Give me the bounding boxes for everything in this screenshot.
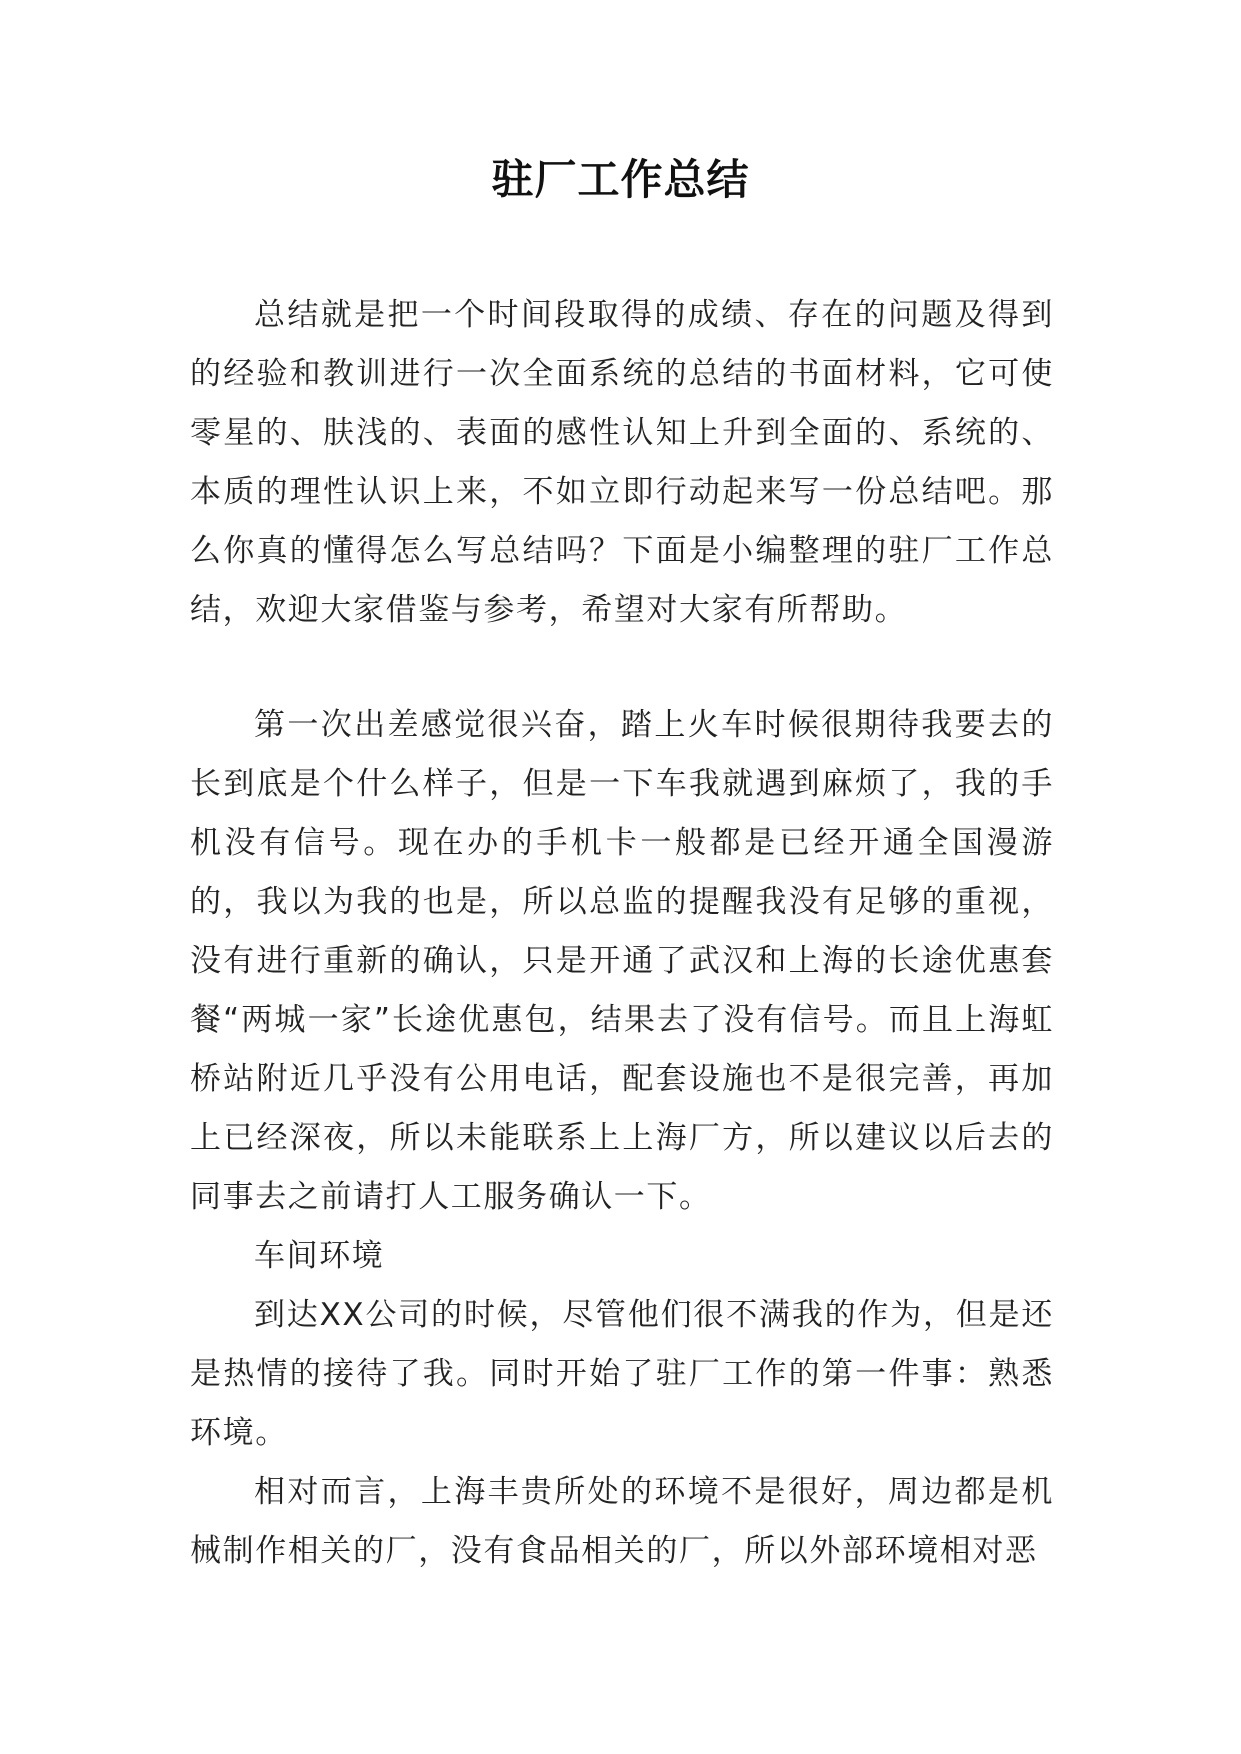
- section-heading-workshop-environment: 车间环境: [254, 1238, 385, 1274]
- paragraph-intro: 总结就是把一个时间段取得的成绩、存在的问题及得到的经验和教训进行一次全面系统的总结的书面材料，它可使零星的、肤浅的、表面的感性认知上升到全面的、系统的、本质的理性认识上来，不如立即行动起来写一份总结吧。那么你真的懂得怎么写总结吗？下面是小编整理的驻厂工作总结，欢迎大家借鉴与参考，希望对大家有所帮助。: [190, 297, 1054, 628]
- paragraph-business-trip: 第一次出差感觉很兴奋，踏上火车时候很期待我要去的长到底是个什么样子，但是一下车我就遇到麻烦了，我的手机没有信号。现在办的手机卡一般都是已经开通全国漫游的，我以为我的也是，所以总监的提醒我没有足够的重视，没有进行重新的确认，只是开通了武汉和上海的长途优惠套餐“两城一家”长途优惠包，结果去了没有信号。而且上海虹桥站附近几乎没有公用电话，配套设施也不是很完善，再加上已经深夜，所以未能联系上上海厂方，所以建议以后去的同事去之前请打人工服务确认一下。: [190, 707, 1054, 1215]
- document-body: [190, 286, 1054, 1581]
- paragraph-arrival: 到达XX公司的时候，尽管他们很不满我的作为，但是还是热情的接待了我。同时开始了驻厂工作的第一件事：熟悉环境。: [190, 1297, 1054, 1451]
- document-title: 驻厂工作总结: [491, 155, 750, 204]
- paragraph-surroundings: 相对而言，上海丰贵所处的环境不是很好，周边都是机械制作相关的厂，没有食品相关的厂，所以外部环境相对恶: [190, 1474, 1054, 1569]
